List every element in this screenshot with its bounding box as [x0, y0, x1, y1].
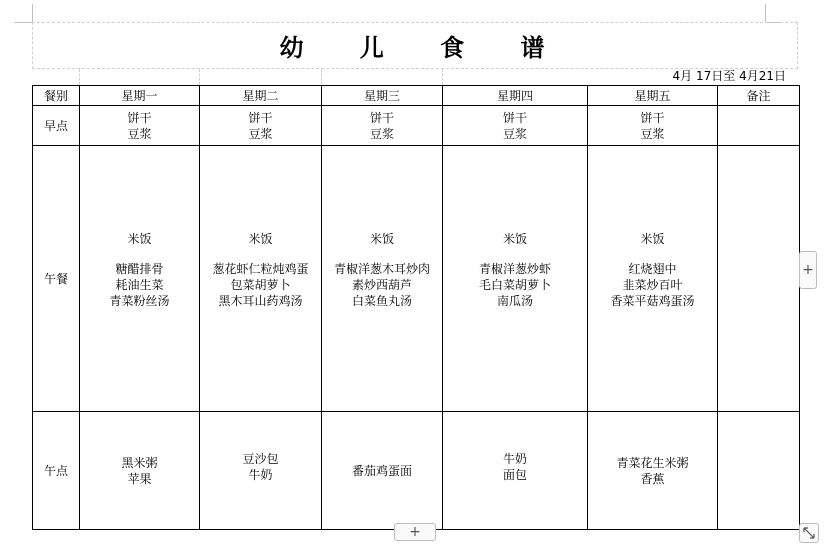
table-row-lunch — [33, 146, 800, 412]
table-cell[interactable]: 米饭 糖醋排骨 耗油生菜 青菜粉丝汤 — [80, 146, 200, 412]
notes-cell[interactable] — [718, 146, 800, 412]
header-cell[interactable]: 星期五 — [588, 86, 718, 106]
document-title: 幼 儿 食 谱 — [279, 34, 569, 62]
table-row-breakfast — [33, 106, 800, 146]
header-cell[interactable]: 备注 — [718, 86, 800, 106]
header-cell[interactable]: 星期三 — [322, 86, 443, 106]
table-cell[interactable]: 牛奶 面包 — [443, 412, 588, 530]
title-area[interactable] — [32, 22, 798, 69]
table-cell[interactable]: 饼干 豆浆 — [322, 106, 443, 146]
meal-label[interactable]: 早点 — [33, 106, 80, 146]
header-cell[interactable]: 星期二 — [200, 86, 322, 106]
resize-icon[interactable] — [799, 523, 819, 543]
page-corner-mark — [765, 4, 766, 22]
meal-label[interactable]: 午点 — [33, 412, 80, 530]
notes-cell[interactable] — [718, 412, 800, 530]
resize-arrows-icon — [803, 527, 815, 539]
date-range: 4月 17日至 4月21日 — [672, 69, 786, 83]
table-cell[interactable]: 豆沙包 牛奶 — [200, 412, 322, 530]
header-cell[interactable]: 星期四 — [443, 86, 588, 106]
table-cell[interactable]: 饼干 豆浆 — [443, 106, 588, 146]
table-cell[interactable]: 米饭 青椒洋葱木耳炒肉 素炒西葫芦 白菜鱼丸汤 — [322, 146, 443, 412]
meal-label[interactable]: 午餐 — [33, 146, 80, 412]
table-cell[interactable]: 饼干 豆浆 — [80, 106, 200, 146]
table-cell[interactable]: 米饭 红烧翅中 韭菜炒百叶 香菜平菇鸡蛋汤 — [588, 146, 718, 412]
add-row-button[interactable]: + — [394, 523, 436, 541]
notes-cell[interactable] — [718, 106, 800, 146]
table-cell[interactable]: 米饭 青椒洋葱炒虾 毛白菜胡萝卜 南瓜汤 — [443, 146, 588, 412]
header-cell[interactable]: 星期一 — [80, 86, 200, 106]
date-row — [32, 69, 798, 85]
table-cell[interactable]: 番茄鸡蛋面 — [322, 412, 443, 530]
header-cell[interactable]: 餐别 — [33, 86, 80, 106]
table-row-snack — [33, 412, 800, 530]
page-corner-mark — [14, 22, 32, 23]
menu-table — [32, 85, 800, 530]
table-cell[interactable]: 米饭 葱花虾仁粒炖鸡蛋 包菜胡萝卜 黑木耳山药鸡汤 — [200, 146, 322, 412]
table-cell[interactable]: 饼干 豆浆 — [200, 106, 322, 146]
table-cell[interactable]: 青菜花生米粥 香蕉 — [588, 412, 718, 530]
header-row — [33, 86, 800, 106]
table-cell[interactable]: 黑米粥 苹果 — [80, 412, 200, 530]
add-column-button[interactable]: + — [799, 251, 817, 289]
table-cell[interactable]: 饼干 豆浆 — [588, 106, 718, 146]
page-corner-mark — [32, 4, 33, 22]
